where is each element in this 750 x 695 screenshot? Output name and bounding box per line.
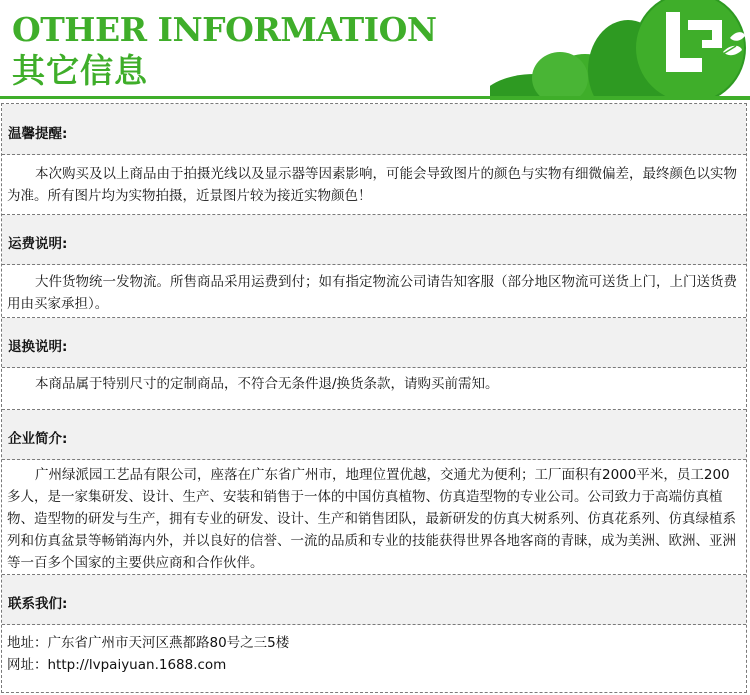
reminder-text: 本次购买及以上商品由于拍摄光线以及显示器等因素影响，可能会导致图片的颜色与实物有细微偏差，最终颜色以实物为准。所有图片均为实物拍摄，近景图片较为接近实物颜色！ [7,166,737,204]
section-title-company: 企业简介: [2,410,746,460]
shipping-text: 大件货物统一发物流。所售商品采用运费到付；如有指定物流公司请告知客服（部分地区物流可送货上门，上门送货费用由买家承担）。 [7,274,737,312]
section-body-company [2,460,746,575]
section-title-returns: 退换说明: [2,318,746,368]
section-title-shipping: 运费说明: [2,215,746,265]
section-title-reminder: 温馨提醒: [2,104,746,155]
page-header [0,0,750,100]
leaf-logo-icon [490,0,750,100]
title-chinese: 其它信息 [12,51,148,90]
contact-website-link[interactable]: 网址：http://lvpaiyuan.1688.com [7,657,227,673]
section-body-returns [2,368,746,410]
info-box [1,103,747,693]
header-divider [0,96,750,99]
section-body-reminder [2,155,746,215]
returns-text: 本商品属于特别尺寸的定制商品，不符合无条件退/换货条款，请购买前需知。 [35,376,499,392]
company-text: 广州绿派园工艺品有限公司，座落在广东省广州市，地理位置优越，交通尤为便利；工厂面积有2000平米，员工200多人，是一家集研发、设计、生产、安装和销售于一体的中国仿真植物、仿真造型物的专业公司。公司致力于高端仿真植物、造型物的研发与生产，拥有专业的研发、设计、生产和销售团队，最新研发的仿真大树系列、仿真花系列、仿真绿植系列和仿真盆景等畅销海内外，并以良好的信誉、一流的品质和专业的技能获得世界各地客商的青睐，成为美洲、欧洲、亚洲等一百多个国家的主要供应商和合作伙伴。 [7,467,736,571]
section-body-contact [2,625,746,676]
title-english: OTHER INFORMATION [12,10,437,49]
section-title-contact: 联系我们: [2,575,746,625]
contact-address: 地址：广东省广州市天河区燕都路80号之三5楼 [7,635,290,651]
section-body-shipping [2,265,746,318]
